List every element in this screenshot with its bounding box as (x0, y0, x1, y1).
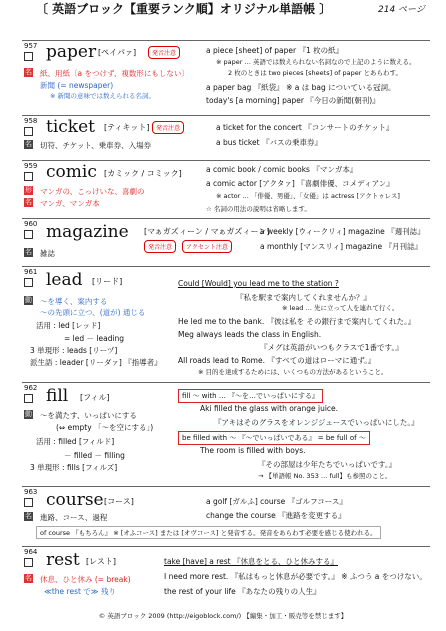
note: ※ actor … 「俳優、男優」、「女優」は actress [アクトゥレス] (216, 192, 400, 200)
meaning: ～を満たす、いっぱいにする (40, 411, 137, 420)
example: the rest of your life 『あなたの残りの人生』 (164, 587, 321, 596)
meaning: ≪the rest で≫ 残り (44, 587, 117, 596)
page-title: 〔 英語ブロック【重要ランク順】オリジナル単語帳 〕 (36, 2, 332, 16)
divider (22, 382, 430, 383)
translation: 『私を駅まで案内してくれませんか？』 (236, 293, 371, 302)
pronunciation: [フィル] (80, 393, 110, 402)
note: → 【単語帳 No. 353 … full】も参照のこと。 (258, 472, 392, 480)
derived-word: 派生語 : leader [リーダァ] 『指導者』 (30, 358, 162, 367)
example: Meg always leads the class in English. (178, 330, 322, 339)
entry-number: 963 (24, 488, 38, 496)
headword: magazine (46, 222, 129, 242)
part-of-speech-badge: 動 (25, 410, 32, 418)
pronunciation: [カミック / コミック] (104, 169, 182, 178)
divider (22, 266, 430, 267)
checkbox[interactable] (24, 52, 33, 61)
part-of-speech-badge: 名 (25, 198, 32, 206)
example: a golf [ガルふ] course 『ゴルフコース』 (206, 497, 347, 506)
phrase-box: fill ～ with … 『～を…でいっぱいにする』 (178, 389, 323, 403)
phrase-box: be filled with ～ 『～でいっぱいである』 = be full of ～ (178, 431, 370, 445)
meaning: 進路、コース、過程 (40, 513, 108, 522)
divider (22, 160, 430, 161)
meaning: マンガ、マンガ本 (40, 199, 100, 208)
pronunciation: [レスト] (86, 557, 117, 566)
translation: 『その部屋は少年たちでいっぱいです。』 (258, 460, 397, 469)
checkbox[interactable] (24, 558, 33, 567)
example: change the course 『進路を変更する』 (206, 511, 346, 520)
entry-number: 959 (24, 162, 38, 170)
translation: 『アキはそのグラスをオレンジジュースでいっぱいにした。』 (214, 418, 419, 427)
meaning: 休息、ひと休み (= break) (40, 575, 131, 584)
conjugation: 3 単現形 : leads [リーヅ] (30, 346, 118, 355)
example: Aki filled the glass with orange juice. (200, 404, 339, 413)
pronunciation-note-tag: 発音注意 (152, 121, 184, 134)
example: The room is filled with boys. (200, 446, 306, 455)
headword: paper (46, 42, 97, 62)
footer-copyright: © 英語ブロック 2009 (http://eigoblock.com/) 【編集・加工・販売等を禁じます】 (98, 612, 348, 620)
meaning: 雑誌 (40, 249, 55, 258)
example: a piece [sheet] of paper 『1 枚の紙』 (206, 46, 344, 55)
conjugation: 活用 : filled [フィルド] (36, 437, 115, 446)
entry-number: 961 (24, 268, 38, 276)
page-number: 214 ページ (378, 5, 425, 15)
note: ☆ 名詞の用法の説明は省略します。 (206, 205, 311, 213)
meaning: 紙、用紙〔a をつけず、複数形にもしない〕 (40, 69, 189, 78)
pronunciation: [リード] (92, 277, 123, 286)
note: 2 枚のときは two pieces [sheets] of paper とあらわす。 (228, 69, 402, 77)
checkbox[interactable] (24, 278, 33, 287)
headword: fill (46, 386, 69, 406)
pronunciation: [マぁガズィーン / マぁガズィーン] (144, 227, 270, 236)
part-of-speech-badge: 名 (25, 574, 32, 582)
headword: ticket (46, 117, 95, 137)
conjugation: － filled － filling (64, 451, 125, 460)
headword: rest (46, 550, 80, 570)
divider (22, 218, 430, 219)
example: a ticket for the concert 『コンサートのチケット』 (216, 123, 394, 132)
checkbox[interactable] (24, 230, 33, 239)
meaning: ～を導く、案内する (40, 297, 108, 306)
headword: course (46, 490, 104, 510)
usage-note-box: of course 『もちろん』 ※ [オふコース] または [オヴコース] と発音する。発音をあらわす必要を感じる使われる。 (36, 526, 381, 539)
meaning: 新聞 (= newspaper) (40, 81, 114, 90)
checkbox[interactable] (24, 127, 33, 136)
part-of-speech-badge: 名 (25, 68, 32, 76)
part-of-speech-badge: 形 (25, 186, 32, 194)
headword: lead (46, 270, 83, 290)
divider (22, 40, 430, 41)
example: I need more rest. 『私はもっと休息が必要です。』 ※ ふつう a をつけない。 (164, 572, 427, 581)
pronunciation-note-tag: 発音注意 (144, 240, 176, 253)
pronunciation: [ティキット] (104, 123, 150, 132)
entry-number: 958 (24, 117, 38, 125)
divider (22, 115, 430, 116)
entry-number: 957 (24, 42, 38, 50)
example: a paper bag 『紙袋』 ※ a は bag についている冠詞。 (206, 83, 396, 92)
headword: comic (46, 162, 97, 182)
note: ※ 目的を達成するためには、いくつもの方法があるということ。 (198, 368, 388, 376)
translation: 『メグは英語がいつもクラスで1番です。』 (260, 343, 403, 352)
example: Could [Would] you lead me to the station ? (178, 279, 339, 288)
entry-number: 962 (24, 384, 38, 392)
entry-number: 964 (24, 548, 38, 556)
divider (22, 546, 430, 547)
conjugation: 3 単現形 : fills [フィルズ] (30, 463, 118, 472)
example: a comic book / comic books 『マンガ本』 (206, 165, 358, 174)
part-of-speech-badge: 名 (25, 248, 32, 256)
example: All roads lead to Rome. 『すべての道はローマに通ず。』 (178, 356, 376, 365)
example: a bus ticket 『バスの乗車券』 (216, 138, 322, 147)
divider (22, 486, 430, 487)
accent-note-tag: アクセント注意 (182, 240, 232, 253)
checkbox[interactable] (24, 394, 33, 403)
antonym: (⇔ empty 「～を空にする」) (56, 423, 154, 432)
meaning: マンガの、こっけいな、喜劇の (40, 187, 145, 196)
example: today's [a morning] paper 『今日の新聞(朝刊)』 (206, 96, 380, 105)
example: He led me to the bank. 『彼は私を その銀行まで案内してくれた。』 (178, 317, 416, 326)
pronunciation-note-tag: 発音注意 (148, 46, 180, 59)
part-of-speech-badge: 動 (25, 296, 32, 304)
pronunciation: [ペイパァ] (98, 48, 137, 57)
note: ※ 新聞の意味では数えられる名詞。 (50, 92, 156, 100)
note: ※ lead … 先に立って人を連れて行く。 (282, 304, 399, 312)
meaning: 切符、チケット、乗車券、入場券 (40, 141, 152, 150)
pronunciation: [コース] (104, 497, 134, 506)
example: a weekly [ウィークリィ] magazine 『週刊誌』 (260, 227, 425, 236)
checkbox[interactable] (24, 498, 33, 507)
conjugation: = led － leading (64, 334, 125, 343)
entry-number: 960 (24, 220, 38, 228)
part-of-speech-badge: 名 (25, 140, 32, 148)
example: a monthly [マンスリィ] magazine 『月刊誌』 (260, 242, 422, 251)
part-of-speech-badge: 名 (25, 512, 32, 520)
note: ※ paper … 英語では数えられない名詞なので上記のように数える。 (216, 58, 416, 66)
example: a comic actor [アクタァ] 『喜劇俳優、コメディアン』 (206, 179, 394, 188)
example: take [have] a rest 『休息をとる、ひと休みする』 (164, 557, 338, 566)
checkbox[interactable] (24, 172, 33, 181)
conjugation: 活用 : led [レッド] (36, 321, 101, 330)
meaning: ～の先頭に立つ、(道が) 通じる (40, 308, 146, 317)
